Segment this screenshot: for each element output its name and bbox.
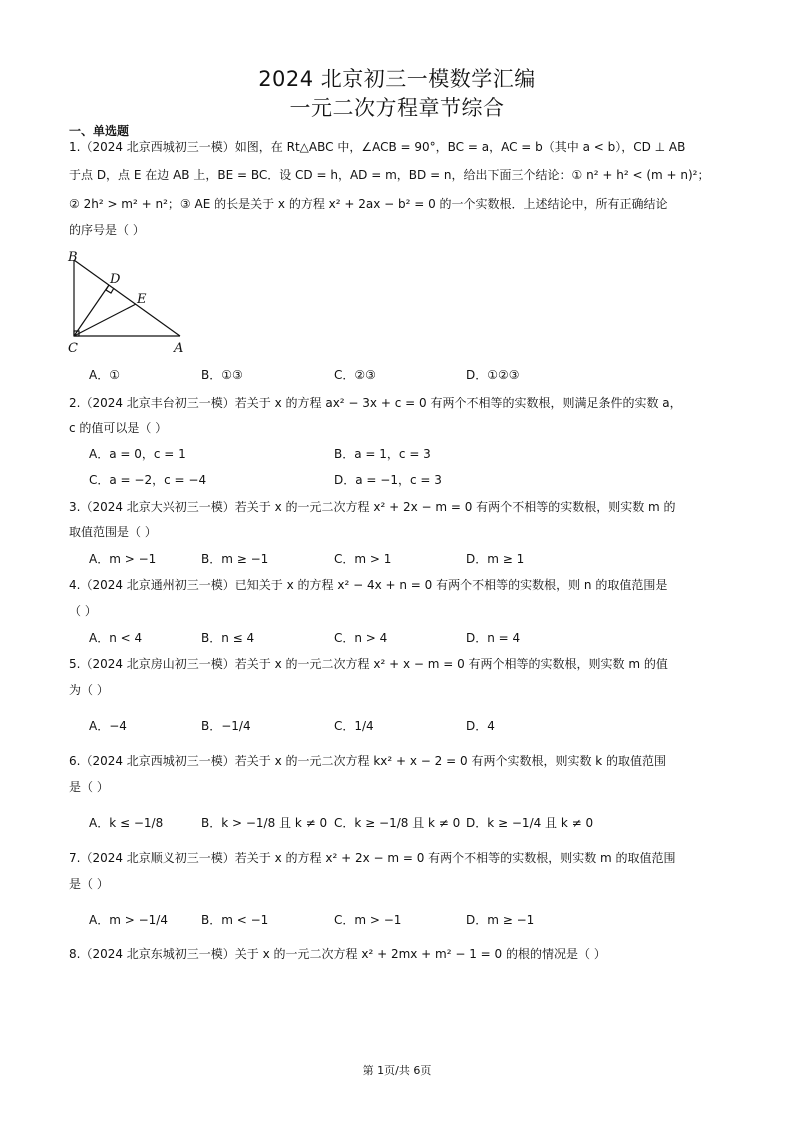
q2-line: 2.（2024 北京丰台初三一模）若关于 x 的方程 ax² − 3x + c = 0 有两个不相等的实数根，则满足条件的实数 a， [69, 396, 682, 410]
q5-option-b[interactable]: B．−1/4 [201, 719, 251, 733]
q6-option-a[interactable]: A．k ≤ −1/8 [89, 816, 164, 830]
segment-cd [74, 285, 109, 336]
q2-option-b[interactable]: B．a = 1，c = 3 [334, 447, 431, 461]
q2-option-a[interactable]: A．a = 0，c = 1 [89, 447, 186, 461]
label-a: A [174, 341, 184, 356]
page-footer: 第 1页/共 6页 [362, 1064, 432, 1077]
label-b: B [68, 250, 78, 265]
label-d: D [110, 272, 121, 287]
q1-option-c[interactable]: C．②③ [334, 368, 376, 382]
q5-line: 5.（2024 北京房山初三一模）若关于 x 的一元二次方程 x² + x − m = 0 有两个相等的实数根，则实数 m 的值 [69, 657, 668, 671]
q5-option-a[interactable]: A．−4 [89, 719, 127, 733]
q7-option-d[interactable]: D．m ≥ −1 [466, 913, 535, 927]
q2-line: c 的值可以是（ ） [69, 421, 168, 435]
q3-line: 3.（2024 北京大兴初三一模）若关于 x 的一元二次方程 x² + 2x − m = 0 有两个不相等的实数根，则实数 m 的 [69, 500, 676, 514]
q1-line: 的序号是（ ） [69, 223, 145, 237]
q1-line: ② 2h² > m² + n²；③ AE 的长是关于 x 的方程 x² + 2ax − b² = 0 的一个实数根．上述结论中，所有正确结论 [69, 197, 668, 211]
q6-line: 是（ ） [69, 780, 109, 794]
label-e: E [137, 292, 147, 307]
q5-option-c[interactable]: C．1/4 [334, 719, 374, 733]
q1-line: 1.（2024 北京西城初三一模）如图，在 Rt△ABC 中，∠ACB = 90°，BC = a，AC = b（其中 a < b），CD ⊥ AB [69, 140, 686, 154]
q3-option-a[interactable]: A．m > −1 [89, 552, 157, 566]
section-heading: 一、单选题 [69, 124, 130, 138]
segment-ab [74, 260, 180, 336]
document-title: 2024 北京初三一模数学汇编 [258, 67, 536, 91]
q7-option-b[interactable]: B．m < −1 [201, 913, 269, 927]
q3-option-d[interactable]: D．m ≥ 1 [466, 552, 525, 566]
q5-option-d[interactable]: D．4 [466, 719, 495, 733]
q3-option-b[interactable]: B．m ≥ −1 [201, 552, 269, 566]
q4-option-d[interactable]: D．n = 4 [466, 631, 521, 645]
label-c: C [68, 341, 78, 356]
segment-ce [74, 304, 136, 336]
q1-line: 于点 D，点 E 在边 AB 上，BE = BC．设 CD = h，AD = m，BD = n，给出下面三个结论：① n² + h² < (m + n)²； [69, 168, 710, 182]
q1-option-d[interactable]: D．①②③ [466, 368, 520, 382]
q3-line: 取值范围是（ ） [69, 525, 157, 539]
q1-option-a[interactable]: A．① [89, 368, 120, 382]
q7-line: 是（ ） [69, 877, 109, 891]
q7-line: 7.（2024 北京顺义初三一模）若关于 x 的方程 x² + 2x − m = 0 有两个不相等的实数根，则实数 m 的取值范围 [69, 851, 676, 865]
q4-option-c[interactable]: C．n > 4 [334, 631, 388, 645]
q1-option-b[interactable]: B．①③ [201, 368, 243, 382]
q5-line: 为（ ） [69, 683, 109, 697]
q6-option-c[interactable]: C．k ≥ −1/8 且 k ≠ 0 [334, 816, 461, 830]
q4-line: 4.（2024 北京通州初三一模）已知关于 x 的方程 x² − 4x + n = 0 有两个不相等的实数根，则 n 的取值范围是 [69, 578, 668, 592]
q4-option-a[interactable]: A．n < 4 [89, 631, 143, 645]
q6-line: 6.（2024 北京西城初三一模）若关于 x 的一元二次方程 kx² + x − 2 = 0 有两个实数根，则实数 k 的取值范围 [69, 754, 667, 768]
q7-option-c[interactable]: C．m > −1 [334, 913, 402, 927]
q4-option-b[interactable]: B．n ≤ 4 [201, 631, 255, 645]
q8-line: 8.（2024 北京东城初三一模）关于 x 的一元二次方程 x² + 2mx + m² − 1 = 0 的根的情况是（ ） [69, 947, 606, 961]
q2-option-d[interactable]: D．a = −1，c = 3 [334, 473, 442, 487]
q2-option-c[interactable]: C．a = −2，c = −4 [89, 473, 207, 487]
q3-option-c[interactable]: C．m > 1 [334, 552, 392, 566]
q6-option-d[interactable]: D．k ≥ −1/4 且 k ≠ 0 [466, 816, 594, 830]
document-subtitle: 一元二次方程章节综合 [289, 96, 505, 120]
q4-line: （ ） [69, 604, 97, 618]
triangle-figure [62, 248, 202, 360]
q6-option-b[interactable]: B．k > −1/8 且 k ≠ 0 [201, 816, 328, 830]
q7-option-a[interactable]: A．m > −1/4 [89, 913, 168, 927]
